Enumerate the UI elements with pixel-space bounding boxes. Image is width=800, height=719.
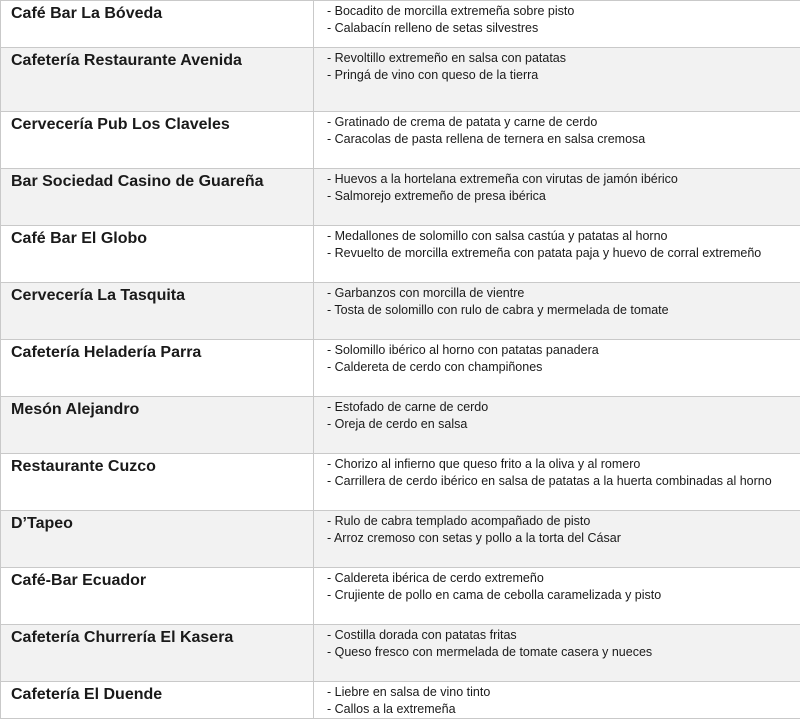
establishment-name: Café Bar La Bóveda [1,1,314,48]
dish-list [314,454,800,511]
table-row [1,454,800,511]
table-row [1,340,800,397]
dish-item: - Rulo de cabra templado acompañado de pisto [327,513,796,530]
table-row [1,568,800,625]
table-row [1,511,800,568]
dish-list [314,397,800,454]
dish-item: - Calabacín relleno de setas silvestres [327,20,796,37]
dish-item: - Tosta de solomillo con rulo de cabra y mermelada de tomate [327,302,796,319]
establishment-name: Restaurante Cuzco [1,454,314,511]
dish-item: - Estofado de carne de cerdo [327,399,796,416]
dish-list [314,169,800,226]
dish-list [314,48,800,112]
dish-list [314,625,800,682]
table-row [1,682,800,719]
dish-list [314,568,800,625]
dish-item: - Revuelto de morcilla extremeña con patata paja y huevo de corral extremeño [327,245,796,262]
dish-item: - Revoltillo extremeño en salsa con patatas [327,50,796,67]
establishment-name: Cervecería La Tasquita [1,283,314,340]
establishment-name: Bar Sociedad Casino de Guareña [1,169,314,226]
establishment-name: Café-Bar Ecuador [1,568,314,625]
dish-item: - Caldereta ibérica de cerdo extremeño [327,570,796,587]
dish-list [314,1,800,48]
dish-item: - Crujiente de pollo en cama de cebolla caramelizada y pisto [327,587,796,604]
establishment-name: Cafetería Restaurante Avenida [1,48,314,112]
dish-list [314,283,800,340]
dish-item: - Callos a la extremeña [327,701,796,718]
establishment-name: D’Tapeo [1,511,314,568]
table-row [1,1,800,48]
dish-item: - Liebre en salsa de vino tinto [327,684,796,701]
dish-list [314,340,800,397]
dish-item: - Pringá de vino con queso de la tierra [327,67,796,84]
dish-list [314,226,800,283]
dish-list [314,682,800,719]
establishment-name: Cafetería Heladería Parra [1,340,314,397]
dish-list [314,511,800,568]
table-row [1,283,800,340]
table-row [1,48,800,112]
dish-item: - Gratinado de crema de patata y carne de cerdo [327,114,796,131]
table-row [1,226,800,283]
table-row [1,397,800,454]
dish-item: - Solomillo ibérico al horno con patatas panadera [327,342,796,359]
dish-item: - Garbanzos con morcilla de vientre [327,285,796,302]
dish-item: - Medallones de solomillo con salsa castúa y patatas al horno [327,228,796,245]
table-row [1,169,800,226]
dish-item: - Bocadito de morcilla extremeña sobre pisto [327,3,796,20]
dish-item: - Caracolas de pasta rellena de ternera en salsa cremosa [327,131,796,148]
dish-item: - Queso fresco con mermelada de tomate casera y nueces [327,644,796,661]
dish-item: - Chorizo al infierno que queso frito a la oliva y al romero [327,456,796,473]
dish-item: - Carrillera de cerdo ibérico en salsa de patatas a la huerta combinadas al horno [327,473,796,490]
establishment-name: Mesón Alejandro [1,397,314,454]
dish-item: - Huevos a la hortelana extremeña con virutas de jamón ibérico [327,171,796,188]
establishment-name: Cervecería Pub Los Claveles [1,112,314,169]
establishment-name: Cafetería El Duende [1,682,314,719]
dish-item: - Salmorejo extremeño de presa ibérica [327,188,796,205]
establishment-name: Cafetería Churrería El Kasera [1,625,314,682]
establishment-name: Café Bar El Globo [1,226,314,283]
table-row [1,112,800,169]
dish-item: - Oreja de cerdo en salsa [327,416,796,433]
dish-list [314,112,800,169]
dish-item: - Caldereta de cerdo con champiñones [327,359,796,376]
dish-item: - Arroz cremoso con setas y pollo a la torta del Cásar [327,530,796,547]
dish-item: - Costilla dorada con patatas fritas [327,627,796,644]
table-row [1,625,800,682]
